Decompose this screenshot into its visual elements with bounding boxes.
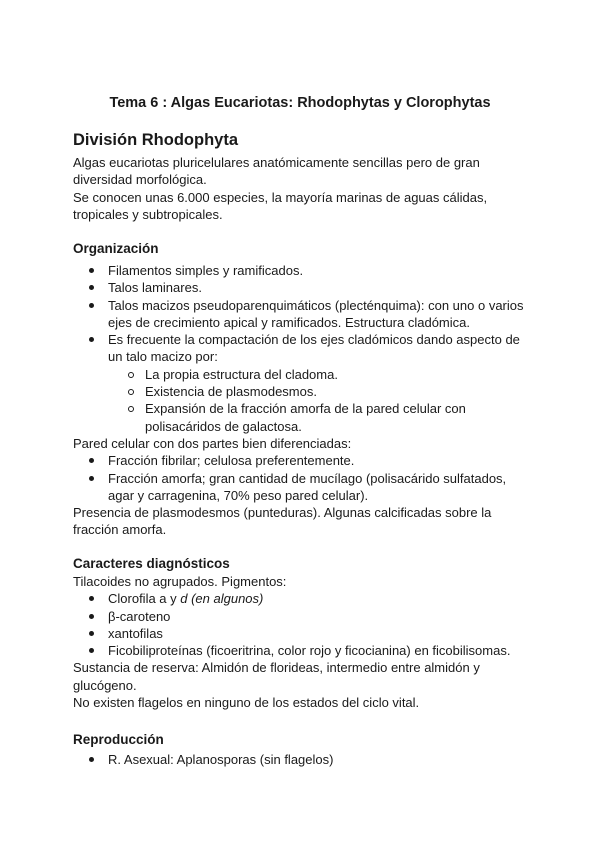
flagelos-paragraph: No existen flagelos en ninguno de los estados del ciclo vital.	[73, 695, 420, 711]
intro-paragraph: Se conocen unas 6.000 especies, la mayoría marinas de aguas cálidas, tropicales y subtropicales.	[73, 189, 488, 222]
section-heading-division: División Rhodophyta	[73, 131, 238, 149]
list-item: Ficobiliproteínas (ficoeritrina, color rojo y ficocianina) en ficobilisomas.	[73, 642, 543, 659]
list-item: Talos laminares.	[73, 279, 533, 296]
caracteres-block	[73, 573, 543, 711]
sublist-item: Existencia de plasmodesmos.	[73, 383, 533, 400]
list-item: β-caroteno	[73, 608, 543, 625]
list-item: Fracción fibrilar; celulosa preferentemente.	[73, 452, 533, 469]
heading-organizacion: Organización	[73, 241, 159, 256]
pared-list	[73, 452, 533, 504]
reproduccion-list	[73, 751, 528, 768]
pigment-text: Clorofila a y	[108, 591, 181, 607]
tilacoides-paragraph: Tilacoides no agrupados. Pigmentos:	[73, 574, 287, 589]
reproduccion-block	[73, 751, 528, 768]
organizacion-sublist	[73, 366, 533, 435]
list-item: Talos macizos pseudoparenquimáticos (plecténquima): con uno o varios ejes de crecimiento apical y ramificados. Estructura cladómica.	[73, 297, 533, 332]
pared-intro: Pared celular con dos partes bien diferenciadas:	[73, 435, 352, 451]
organizacion-block	[73, 262, 533, 539]
pigment-note: d (en algunos)	[180, 591, 264, 607]
presencia-paragraph: Presencia de plasmodesmos (punteduras). Algunas calcificadas sobre la fracción amorfa.	[73, 505, 492, 538]
list-item: Es frecuente la compactación de los ejes cladómicos dando aspecto de un talo macizo por:	[73, 331, 533, 366]
sublist-item: Expansión de la fracción amorfa de la pared celular con polisacáridos de galactosa.	[73, 400, 533, 435]
pigments-list	[73, 590, 543, 659]
intro-block	[73, 154, 528, 223]
list-item: Fracción amorfa; gran cantidad de mucílago (polisacárido sulfatados, agar y carragenina, 70% peso pared celular).	[73, 470, 533, 505]
reserva-paragraph: Sustancia de reserva: Almidón de florideas, intermedio entre almidón y glucógeno.	[73, 660, 480, 693]
list-item: Filamentos simples y ramificados.	[73, 262, 533, 279]
heading-reproduccion: Reproducción	[73, 732, 164, 747]
sublist-item: La propia estructura del cladoma.	[73, 366, 533, 383]
organizacion-list	[73, 262, 533, 366]
intro-paragraph: Algas eucariotas pluricelulares anatómicamente sencillas pero de gran diversidad morfológica.	[73, 155, 480, 188]
document-title: Tema 6 : Algas Eucariotas: Rhodophytas y Clorophytas	[109, 95, 491, 111]
list-item	[73, 590, 543, 607]
list-item: R. Asexual: Aplanosporas (sin flagelos)	[73, 751, 528, 768]
list-item: xantofilas	[73, 625, 543, 642]
heading-caracteres: Caracteres diagnósticos	[73, 556, 230, 571]
